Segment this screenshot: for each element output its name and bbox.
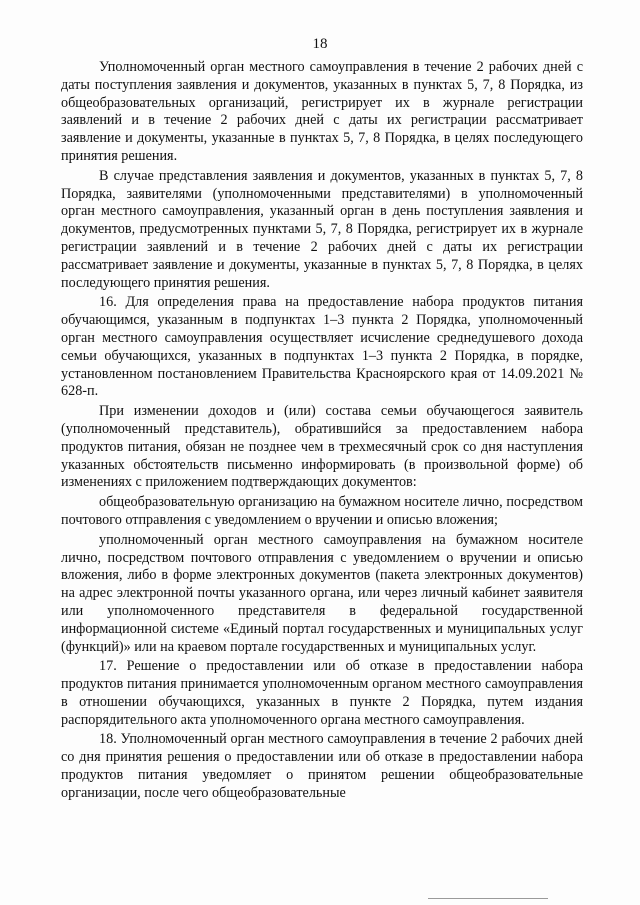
paragraph-17-decision: 17. Решение о предоставлении или об отказе в предоставлении набора продуктов питания принимается уполномоченным органом местного самоуправления в отношении обучающихся, указанных в пункте 2 Порядка, путем издания распорядительного акта уполномоченного органа местного самоуправления.	[61, 658, 583, 728]
paragraph-notice-to-authority: уполномоченный орган местного самоуправления на бумажном носителе лично, посредством почтового отправления с уведомлением о вручении и описью вложения, либо в форме электронных документов (пакета электронных документов) на адрес электронной почты указанного органа, или через личный кабинет заявителя или уполномоченного представителя в федеральной государственной информационной системе «Единый портал государственных и муниципальных услуг (функций)» или на краевом портале государственных и муниципальных услуг.	[61, 531, 583, 655]
paragraph-registration-from-schools: Уполномоченный орган местного самоуправления в течение 2 рабочих дней с даты поступления заявления и документов, указанных в пунктах 5, 7, 8 Порядка, из общеобразовательных организаций, регистрирует их в журнале регистрации заявлений и в течение 2 рабочих дней с даты их регистрации рассматривает заявление и документы, указанные в пунктах 5, 7, 8 Порядка, в целях последующего принятия решения.	[61, 59, 583, 164]
paragraph-16-income-calculation: 16. Для определения права на предоставление набора продуктов питания обучающимся, указанным в подпунктах 1–3 пункта 2 Порядка, уполномоченный орган местного самоуправления осуществляет исчисление среднедушевого дохода семьи обучающихся, указанных в подпунктах 1–3 пункта 2 Порядка, в порядке, установленном постановлением Правительства Красноярского края от 14.09.2021 № 628-п.	[61, 294, 583, 400]
page-number: 18	[312, 36, 328, 52]
paragraph-income-change-notice: При изменении доходов и (или) состава семьи обучающегося заявитель (уполномоченный представитель), обратившийся за предоставлением набора продуктов питания, обязан не позднее чем в трехмесячный срок со дня наступления указанных обстоятельств письменно информировать (в произвольной форме) об изменениях с приложением подтверждающих документов:	[61, 403, 583, 491]
document-body	[61, 59, 583, 805]
paragraph-notice-to-school: общеобразовательную организацию на бумажном носителе лично, посредством почтового отправления с уведомлением о вручении и описью вложения;	[61, 494, 583, 528]
paragraph-18-notification: 18. Уполномоченный орган местного самоуправления в течение 2 рабочих дней со дня принятия решения о предоставлении или об отказе в предоставлении набора продуктов питания уведомляет о принятом решении общеобразовательные организации, после чего общеобразовательные	[61, 731, 583, 801]
scan-edge-line	[428, 898, 548, 899]
paragraph-registration-from-applicants: В случае представления заявления и документов, указанных в пунктах 5, 7, 8 Порядка, заявителями (уполномоченными представителями) в уполномоченный орган местного самоуправления, указанный орган в день поступления заявления и документов, предусмотренных пунктами 5, 7, 8 Порядка, регистрирует их в журнале регистрации заявлений и в течение 2 рабочих дней с даты их регистрации рассматривает заявление и документы, указанные в пунктах 5, 7, 8 Порядка, в целях последующего принятия решения.	[61, 167, 583, 291]
